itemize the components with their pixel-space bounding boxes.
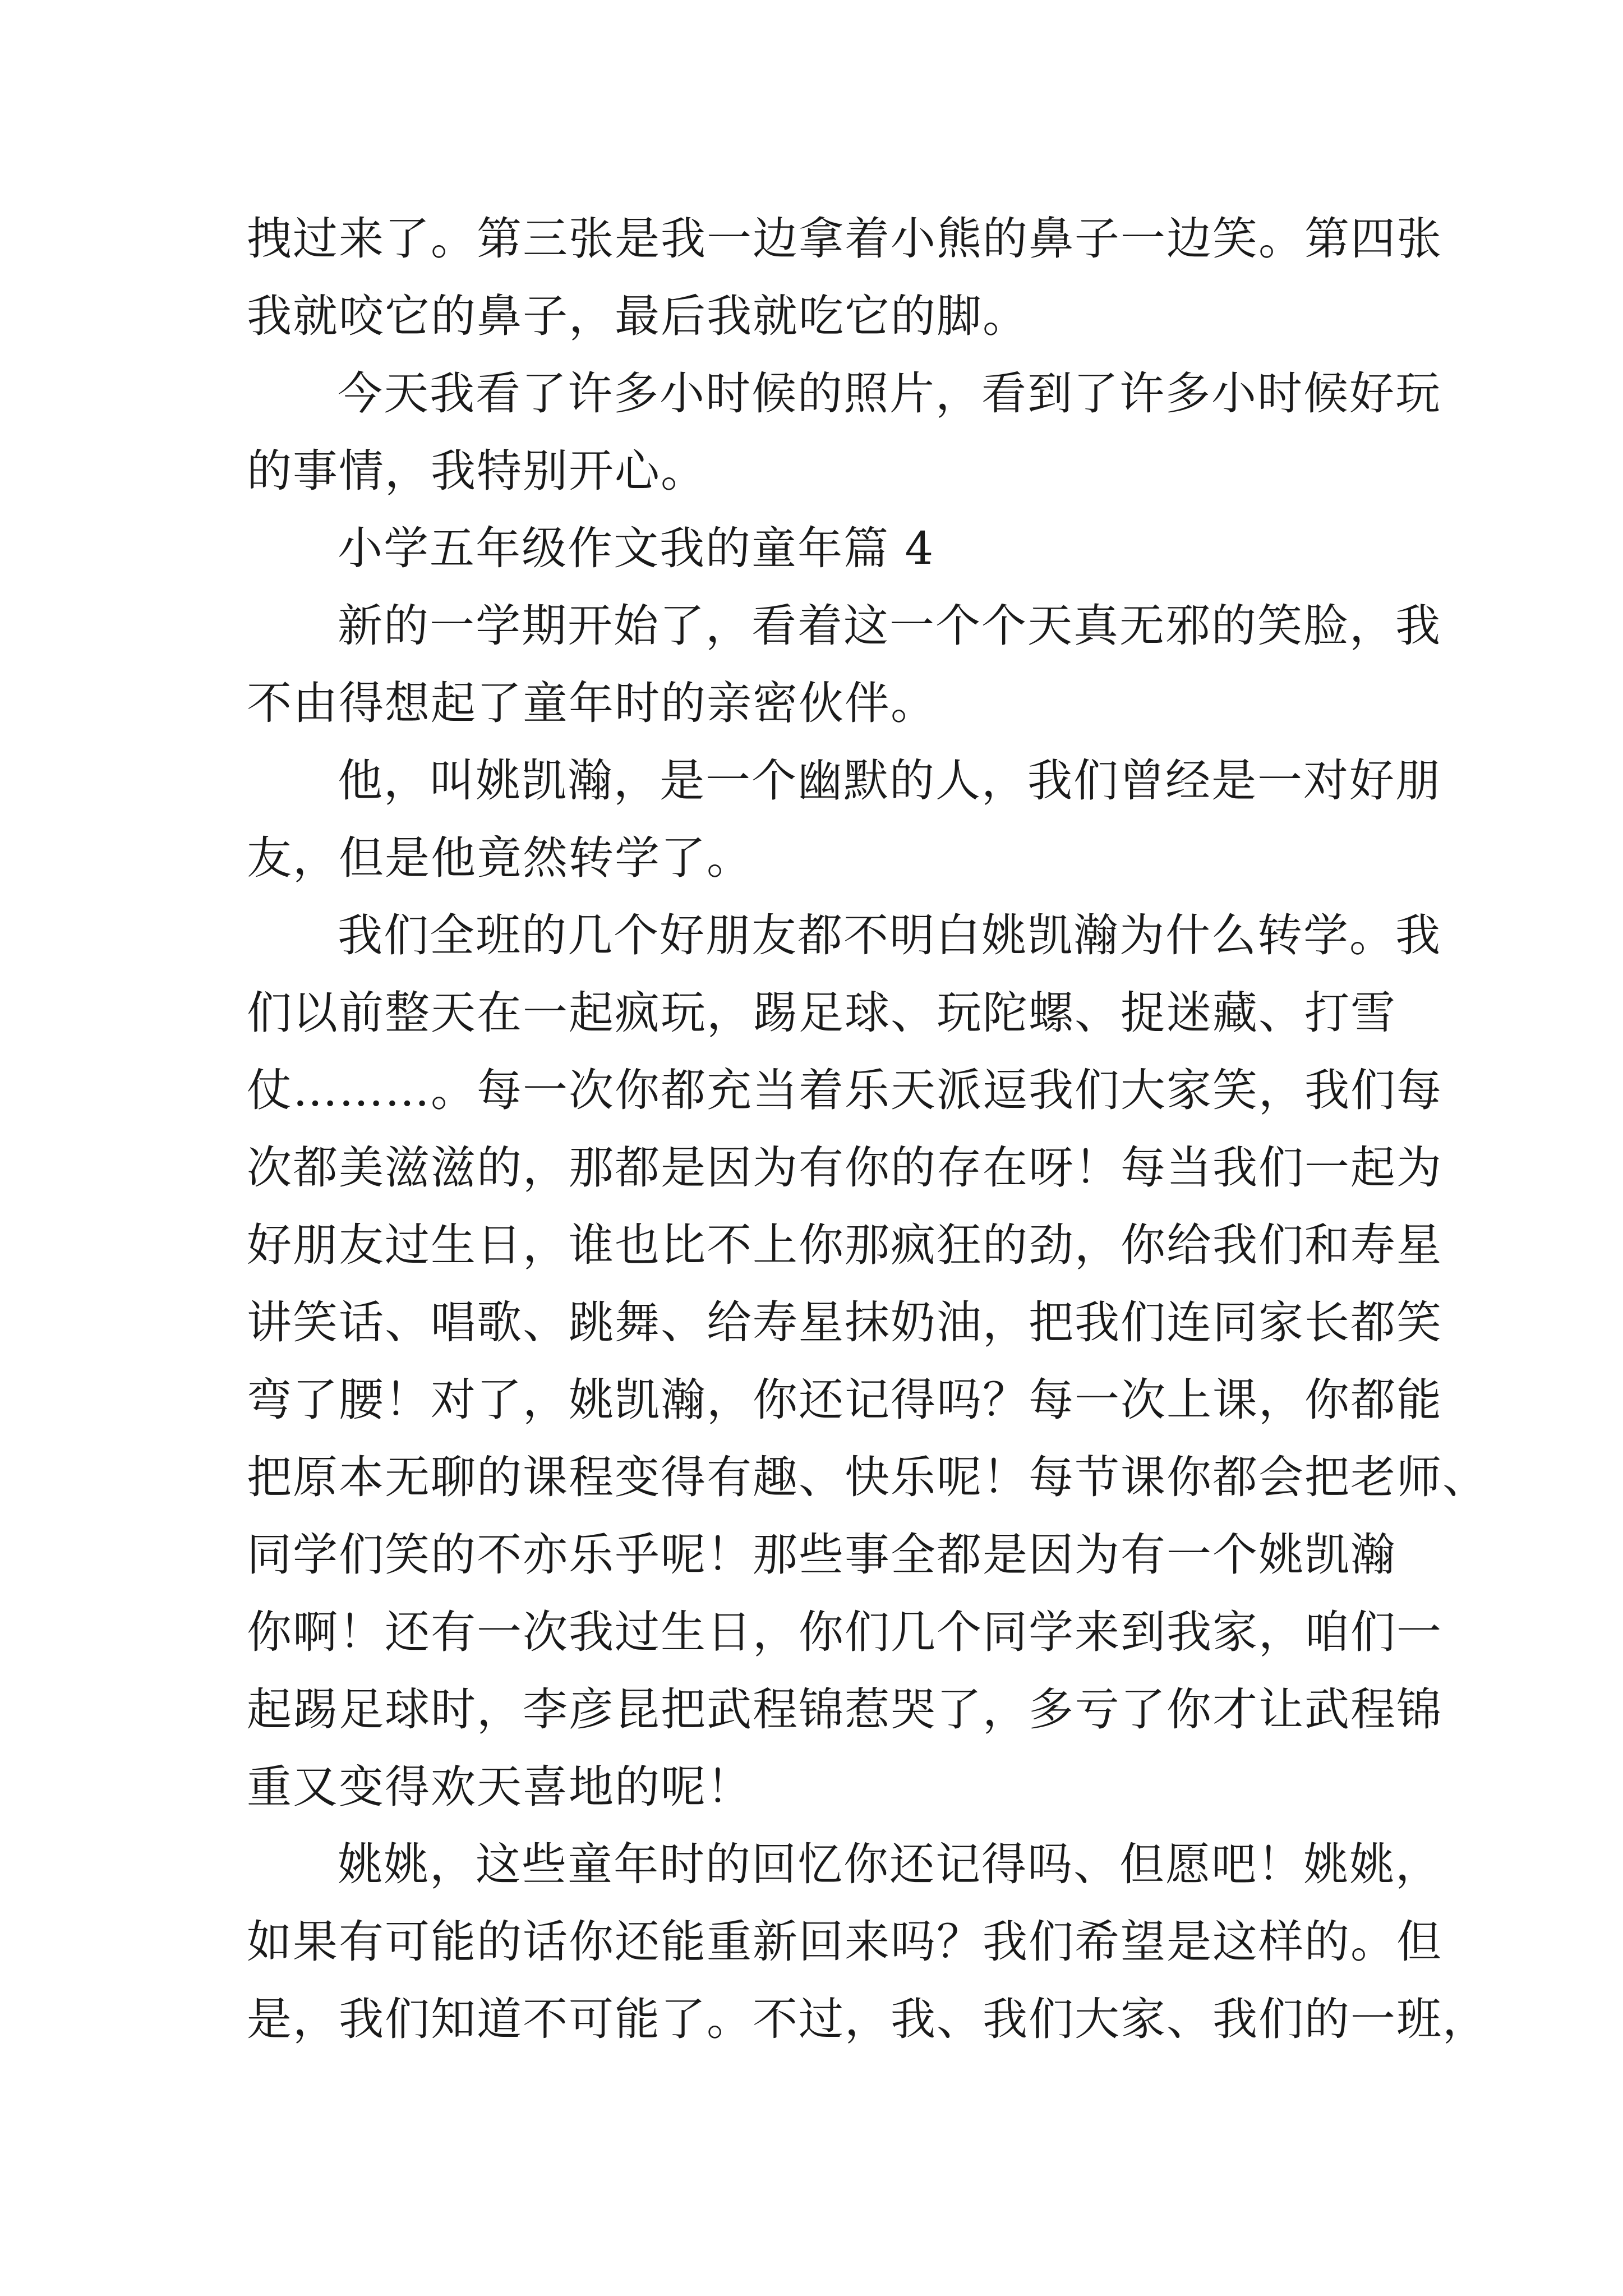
text-line: 不由得想起了童年时的亲密伙伴。 (247, 677, 937, 729)
text-line: 我就咬它的鼻子，最后我就吃它的脚。 (247, 290, 1029, 342)
paragraph-start-line: 新的一学期开始了，看着这一个个天真无邪的笑脸，我 (338, 600, 1441, 652)
text-line: 的事情，我特别开心。 (247, 445, 707, 497)
text-line: 仗………。每一次你都充当着乐天派逗我们大家笑，我们每 (247, 1064, 1442, 1116)
text-line: 弯了腰！对了，姚凯瀚，你还记得吗？每一次上课，你都能 (247, 1374, 1442, 1426)
text-line: 拽过来了。第三张是我一边拿着小熊的鼻子一边笑。第四张 (247, 213, 1442, 265)
text-line: 次都美滋滋的，那都是因为有你的存在呀！每当我们一起为 (247, 1142, 1442, 1194)
section-heading: 小学五年级作文我的童年篇 4 (338, 522, 935, 574)
text-line: 起踢足球时，李彦昆把武程锦惹哭了，多亏了你才让武程锦 (247, 1683, 1442, 1736)
paragraph-start-line: 我们全班的几个好朋友都不明白姚凯瀚为什么转学。我 (338, 909, 1441, 961)
text-line: 友，但是他竟然转学了。 (247, 832, 753, 884)
text-line: 们以前整天在一起疯玩，踢足球、玩陀螺、捉迷藏、打雪 (247, 987, 1396, 1039)
paragraph-start-line: 今天我看了许多小时候的照片，看到了许多小时候好玩 (338, 367, 1441, 420)
text-line: 重又变得欢天喜地的呢！ (247, 1761, 753, 1813)
text-line: 把原本无聊的课程变得有趣、快乐呢！每节课你都会把老师、 (247, 1451, 1488, 1503)
text-line: 同学们笑的不亦乐乎呢！那些事全都是因为有一个姚凯瀚 (247, 1529, 1396, 1581)
text-line: 你啊！还有一次我过生日，你们几个同学来到我家，咱们一 (247, 1606, 1442, 1658)
text-line: 如果有可能的话你还能重新回来吗？我们希望是这样的。但 (247, 1916, 1442, 1968)
text-line: 好朋友过生日，谁也比不上你那疯狂的劲，你给我们和寿星 (247, 1219, 1442, 1271)
text-line: 是，我们知道不可能了。不过，我、我们大家、我们的一班， (247, 1993, 1488, 2045)
text-line: 讲笑话、唱歌、跳舞、给寿星抹奶油，把我们连同家长都笑 (247, 1296, 1442, 1349)
paragraph-start-line: 姚姚，这些童年时的回忆你还记得吗、但愿吧！姚姚， (338, 1838, 1441, 1890)
paragraph-start-line: 他，叫姚凯瀚，是一个幽默的人，我们曾经是一对好朋 (338, 754, 1441, 807)
